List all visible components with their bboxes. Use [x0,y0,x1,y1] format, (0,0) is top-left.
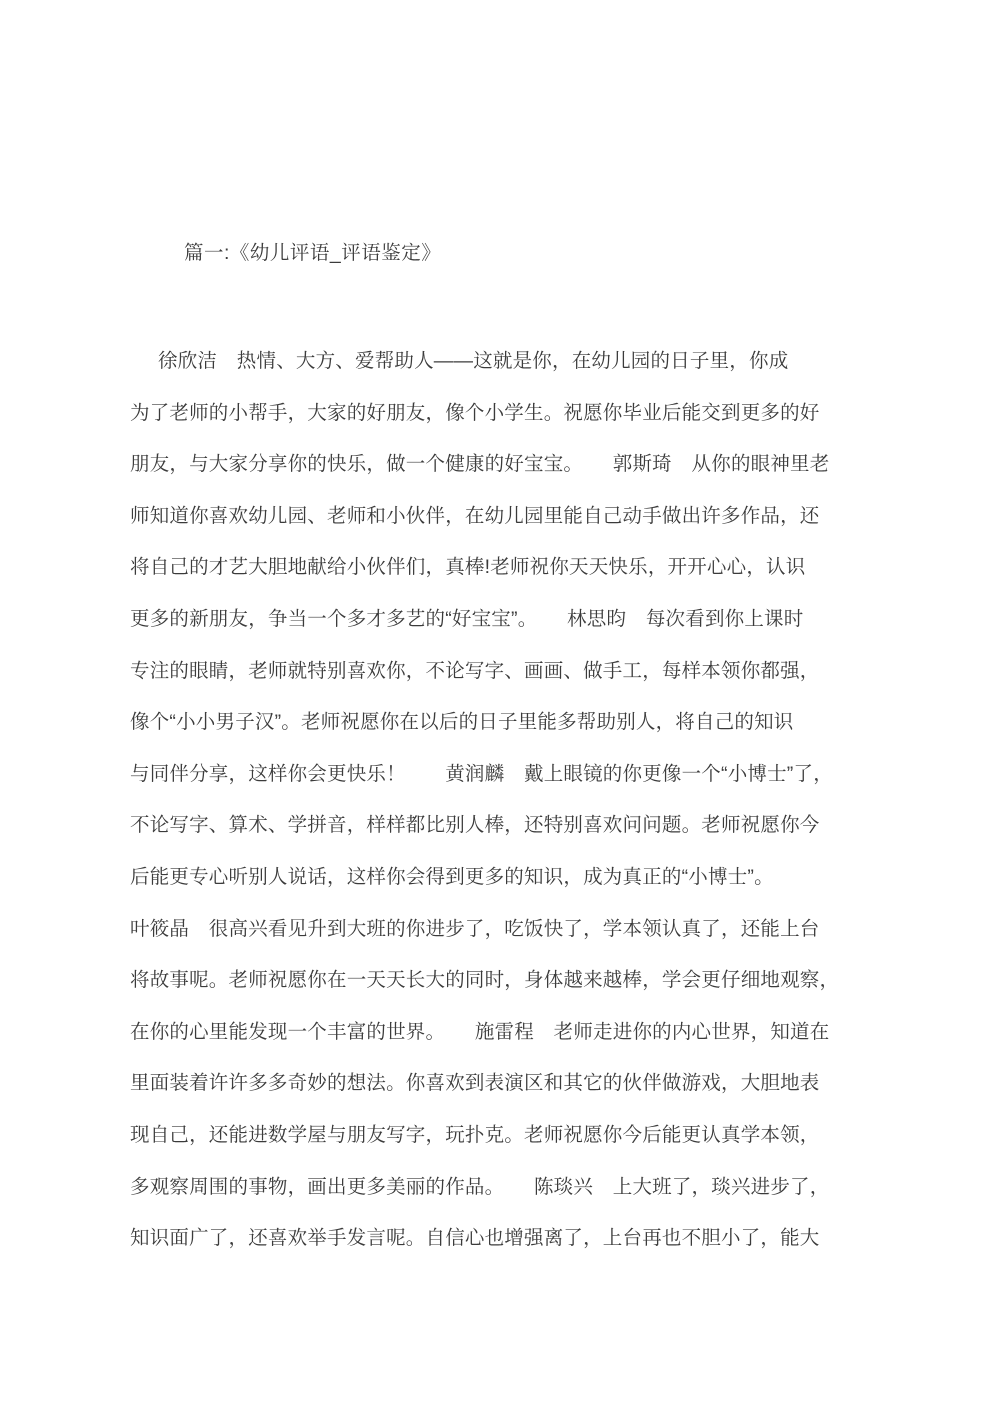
body-line: 专注的眼睛，老师就特别喜欢你，不论写字、画画、做手工，每样本领你都强， [130,659,820,682]
body-line: 在你的心里能发现一个丰富的世界。 施雷程 老师走进你的内心世界，知道在 [130,1020,830,1043]
document-title: 篇一:《幼儿评语_评语鉴定》 [184,242,442,264]
body-line: 不论写字、算术、学拼音，样样都比别人棒，还特别喜欢问问题。老师祝愿你今 [130,814,820,837]
document-content [130,0,865,1265]
body-line: 现自己，还能进数学屋与朋友写字，玩扑克。老师祝愿你今后能更认真学本领， [130,1123,820,1146]
body-line: 更多的新朋友，争当一个多才多艺的“好宝宝”。 林思昀 每次看到你上课时 [130,607,804,630]
body-line: 将自己的才艺大胆地献给小伙伴们，真棒!老师祝你天天快乐，开开心心，认识 [130,556,806,579]
body-line: 叶筱晶 很高兴看见升到大班的你进步了，吃饭快了，学本领认真了，还能上台 [130,917,820,940]
body-line: 里面装着许许多多奇妙的想法。你喜欢到表演区和其它的伙伴做游戏，大胆地表 [130,1072,820,1095]
body-line: 后能更专心听别人说话，这样你会得到更多的知识，成为真正的“小博士”。 [130,865,774,888]
body-line: 知识面广了，还喜欢举手发言呢。自信心也增强离了，上台再也不胆小了，能大 [130,1227,820,1250]
body-line: 多观察周围的事物，画出更多美丽的作品。 陈琰兴 上大班了，琰兴进步了， [130,1175,830,1198]
body-line: 将故事呢。老师祝愿你在一天天长大的同时，身体越来越棒，学会更仔细地观察， [130,969,840,992]
body-line: 与同伴分享，这样你会更快乐！ 黄润麟 戴上眼镜的你更像一个“小博士”了， [130,762,833,785]
body-line: 朋友，与大家分享你的快乐，做一个健康的好宝宝。 郭斯琦 从你的眼神里老 [130,453,830,476]
body-line: 像个“小小男子汉”。老师祝愿你在以后的日子里能多帮助别人，将自己的知识 [130,711,794,734]
body-line: 师知道你喜欢幼儿园、老师和小伙伴，在幼儿园里能自己动手做出许多作品，还 [130,504,820,527]
body-line: 为了老师的小帮手，大家的好朋友，像个小学生。祝愿你毕业后能交到更多的好 [130,401,820,424]
body-text [130,336,865,1265]
body-line: 徐欣洁 热情、大方、爱帮助人——这就是你，在幼儿园的日子里，你成 [158,350,789,372]
